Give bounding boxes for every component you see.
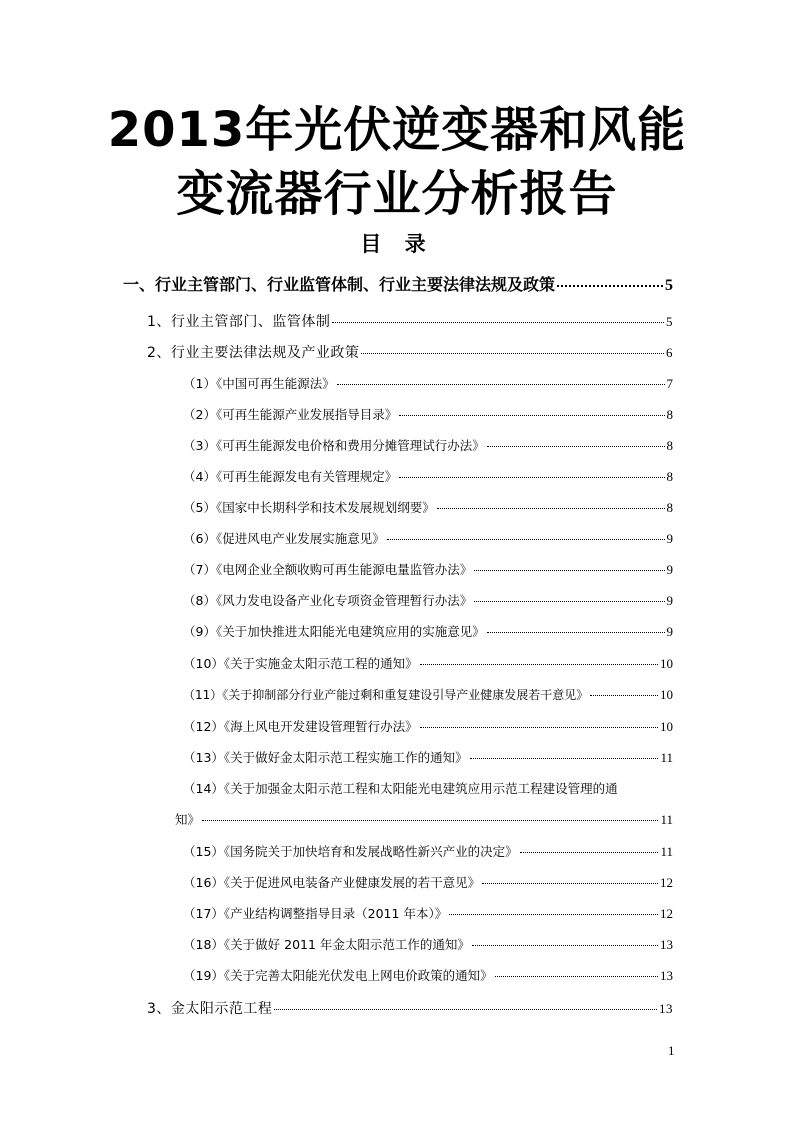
dot-leader (590, 695, 658, 696)
dot-leader (474, 601, 664, 602)
toc-entry-2-13[interactable] (183, 748, 673, 766)
dot-leader (487, 632, 665, 633)
toc-entry-text: （3）《可再生能源发电价格和费用分摊管理试行办法》 (183, 438, 485, 453)
toc-entry-page: 12 (660, 906, 673, 921)
toc-entry-text: （19）《关于完善太阳能光伏发电上网电价政策的通知》 (183, 968, 493, 983)
toc-entry-page: 6 (666, 345, 673, 360)
dot-leader (557, 285, 663, 287)
toc-entry-text: （18）《关于做好 2011 年金太阳示范工作的通知》 (183, 937, 470, 952)
dot-leader (361, 353, 664, 354)
toc-entry-page: 8 (666, 500, 673, 515)
toc-entry-page: 12 (660, 875, 673, 890)
toc-entry-2-9[interactable] (183, 622, 673, 640)
toc-entry-page: 10 (660, 719, 673, 734)
dot-leader (399, 415, 664, 416)
toc-entry-text: （9）《关于加快推进太阳能光电建筑应用的实施意见》 (183, 624, 485, 639)
toc-entry-text: （5）《国家中长期科学和技术发展规划纲要》 (183, 500, 435, 515)
toc-entry-2-12[interactable] (183, 717, 673, 735)
toc-entry-1[interactable] (147, 311, 673, 331)
toc-entry-page: 10 (660, 687, 673, 702)
dot-leader (387, 539, 665, 540)
toc-entry-page: 13 (660, 968, 673, 983)
toc-entry-text: （15）《国务院关于加快培育和发展战略性新兴产业的决定》 (183, 844, 518, 859)
toc-entry-2-11[interactable] (183, 686, 673, 703)
dot-leader (449, 914, 658, 915)
dot-leader (474, 570, 664, 571)
dot-leader (337, 384, 665, 385)
dot-leader (470, 758, 659, 759)
dot-leader (495, 976, 658, 977)
toc-entry-page: 13 (660, 937, 673, 952)
toc-entry-2-16[interactable] (183, 873, 673, 891)
dot-leader (482, 883, 658, 884)
toc-entry-page: 9 (666, 531, 673, 546)
dot-leader (420, 664, 658, 665)
toc-entry-text: 一、行业主管部门、行业监管体制、行业主要法律法规及政策 (123, 275, 556, 294)
toc-entry-2-8[interactable] (183, 591, 673, 609)
toc-entry-text: （10）《关于实施金太阳示范工程的通知》 (183, 656, 418, 671)
toc-entry-3[interactable] (147, 998, 673, 1018)
toc-entry-page: 9 (666, 562, 673, 577)
dot-leader (202, 820, 658, 821)
toc-entry-text: （11）《关于抑制部分行业产能过剩和重复建设引导产业健康发展若干意见》 (183, 688, 589, 702)
toc-entry-2-7[interactable] (183, 560, 673, 578)
toc-entry-2-15[interactable] (183, 842, 673, 860)
toc-entry-page: 11 (660, 812, 673, 827)
toc-entry-page: 11 (660, 844, 673, 859)
dot-leader (437, 508, 665, 509)
toc-entry-text: （6）《促进风电产业发展实施意见》 (183, 531, 385, 546)
toc-entry-text: （7）《电网企业全额收购可再生能源电量监管办法》 (183, 562, 473, 577)
dot-leader (399, 477, 664, 478)
toc-entry-page: 8 (666, 438, 673, 453)
dot-leader (420, 727, 658, 728)
toc-entry-text: （12）《海上风电开发建设管理暂行办法》 (183, 719, 418, 734)
toc-entry-text: 3、金太阳示范工程 (147, 1001, 273, 1017)
page-number: 1 (668, 1043, 675, 1058)
toc-entry-text: （13）《关于做好金太阳示范工程实施工作的通知》 (183, 750, 468, 765)
toc-entry-page: 5 (666, 314, 673, 329)
toc-entry-text: （1）《中国可再生能源法》 (183, 376, 335, 391)
toc-entry-page: 11 (660, 750, 673, 765)
toc-entry-text: （17）《产业结构调整指导目录（2011 年本）》 (183, 906, 448, 921)
toc-entry-page: 8 (666, 469, 673, 484)
toc-entry-page: 7 (666, 376, 673, 391)
toc-entry-page: 9 (666, 593, 673, 608)
toc-heading: 目 录 (360, 232, 434, 256)
dot-leader (472, 945, 658, 946)
toc-entry-text: 1、行业主管部门、监管体制 (147, 314, 331, 330)
dot-leader (520, 852, 659, 853)
toc-entry-page: 9 (666, 624, 673, 639)
toc-entry-section-1[interactable] (123, 272, 673, 295)
toc-entry-2-14[interactable] (175, 810, 673, 828)
toc-entry-2-2[interactable] (183, 405, 673, 423)
dot-leader (274, 1009, 657, 1010)
toc-entry-2-17[interactable] (183, 904, 673, 922)
toc-entry-text: （8）《风力发电设备产业化专项资金管理暂行办法》 (183, 593, 473, 608)
dot-leader (332, 322, 664, 323)
toc-entry-page: 8 (666, 407, 673, 422)
toc-entry-text: （4）《可再生能源发电有关管理规定》 (183, 469, 398, 484)
toc-entry-2-5[interactable] (183, 498, 673, 516)
toc-entry-text: （2）《可再生能源产业发展指导目录》 (183, 407, 398, 422)
toc-entry-2-1[interactable] (183, 374, 673, 392)
toc-entry-2-6[interactable] (183, 529, 673, 547)
toc-entry-2-3[interactable] (183, 436, 673, 454)
toc-entry-text: （16）《关于促进风电装备产业健康发展的若干意见》 (183, 875, 481, 890)
toc-entry-page: 10 (660, 656, 673, 671)
toc-entry-page: 13 (659, 1001, 673, 1016)
toc-entry-text: 2、行业主要法律法规及产业政策 (147, 345, 360, 361)
toc-entry-2-19[interactable] (183, 966, 673, 984)
toc-entry-text: 知》 (175, 812, 201, 827)
document-title-line1: 2013年光伏逆变器和风能 (107, 102, 687, 158)
dot-leader (487, 446, 665, 447)
document-title-line2: 变流器行业分析报告 (176, 166, 618, 222)
toc-entry-2[interactable] (147, 342, 673, 362)
toc-entry-2-4[interactable] (183, 467, 673, 485)
toc-entry-2-10[interactable] (183, 654, 673, 672)
toc-entry-2-18[interactable] (183, 935, 673, 953)
toc-entry-2-14-line1[interactable]: （14）《关于加强金太阳示范工程和太阳能光电建筑应用示范工程建设管理的通 (183, 781, 618, 796)
toc-entry-page: 5 (665, 277, 673, 294)
